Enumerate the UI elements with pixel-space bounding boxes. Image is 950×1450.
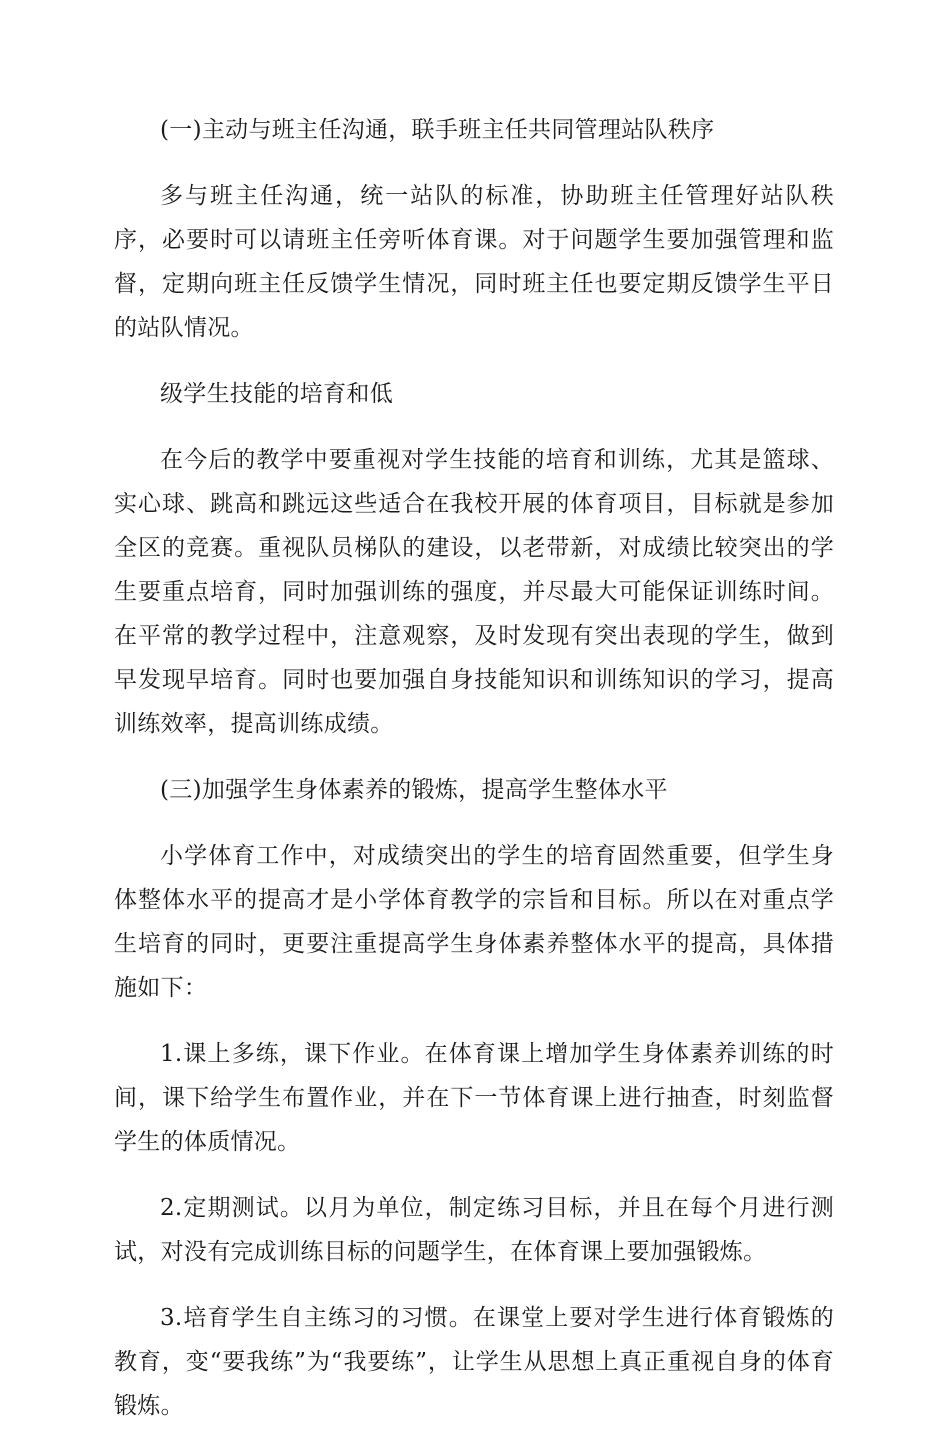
paragraph-skill-training: 在今后的教学中要重视对学生技能的培育和训练，尤其是篮球、实心球、跳高和跳远这些适合在我校开展的体育项目，目标就是参加全区的竞赛。重视队员梯队的建设，以老带新，对成绩比较突出的学生要重点培育，同时加强训练的强度，并尽最大可能保证训练时间。在平常的教学过程中，注意观察，及时发现有突出表现的学生，做到早发现早培育。同时也要加强自身技能知识和训练知识的学习，提高训练效率，提高训练成绩。	[114, 447, 834, 737]
list-item-regular-testing: 2.定期测试。以月为单位，制定练习目标，并且在每个月进行测试，对没有完成训练目标的问题学生，在体育课上要加强锻炼。	[114, 1195, 834, 1265]
paragraph-queue-order: 多与班主任沟通，统一站队的标准，协助班主任管理好站队秩序，必要时可以请班主任旁听体育课。对于问题学生要加强管理和监督，定期向班主任反馈学生情况，同时班主任也要定期反馈学生平日的站队情况。	[114, 183, 834, 341]
list-item-self-practice-habit: 3.培育学生自主练习的习惯。在课堂上要对学生进行体育锻炼的教育，变“要我练”为“我要练”，让学生从思想上真正重视自身的体育锻炼。	[114, 1305, 834, 1419]
document-body	[114, 108, 834, 1450]
section-heading-physical-fitness: (三)加强学生身体素养的锻炼，提高学生整体水平	[160, 777, 668, 803]
section-heading-cooperate-with-class-teacher: (一)主动与班主任沟通，联手班主任共同管理站队秩序	[160, 117, 715, 143]
paragraph-overall-fitness: 小学体育工作中，对成绩突出的学生的培育固然重要，但学生身体整体水平的提高才是小学体育教学的宗旨和目标。所以在对重点学生培育的同时，更要注重提高学生身体素养整体水平的提高，具体措施如下：	[114, 843, 834, 1001]
section-heading-student-skills: 级学生技能的培育和低	[160, 381, 393, 407]
list-item-practice-and-homework: 1.课上多练，课下作业。在体育课上增加学生身体素养训练的时间，课下给学生布置作业，并在下一节体育课上进行抽查，时刻监督学生的体质情况。	[114, 1041, 834, 1155]
